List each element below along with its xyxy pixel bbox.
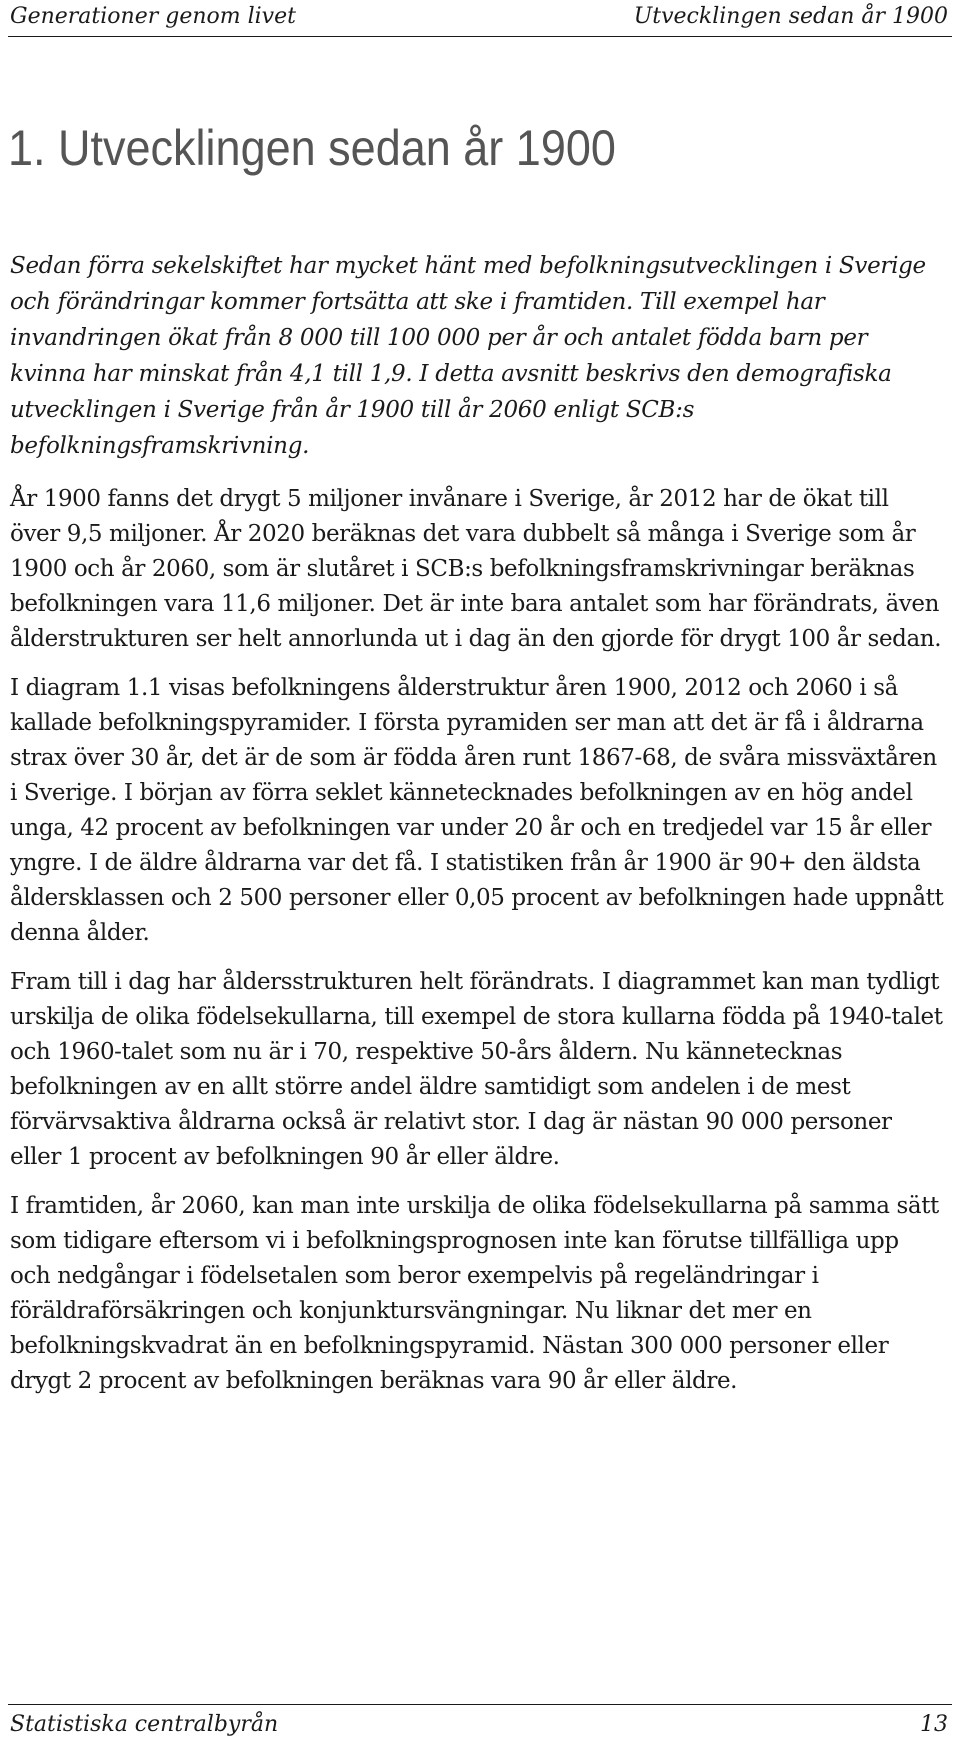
running-footer <box>8 1704 952 1747</box>
running-header <box>8 0 952 37</box>
header-document-title: Generationer genom livet <box>10 4 296 29</box>
header-chapter-title: Utvecklingen sedan år 1900 <box>633 4 948 29</box>
body-text <box>10 248 944 1413</box>
chapter-title: 1. Utvecklingen sedan år 1900 <box>8 120 616 176</box>
paragraph-pyramid-1900: I diagram 1.1 visas befolkningens ålderstruktur åren 1900, 2012 och 2060 i så kallade befolkningspyramider. I första pyramiden ser man att det är få i åldrarna strax över 30 år, det är de som är födda åren runt 1867-68, de svåra missväxtåren i Sverige. I början av förra seklet kännetecknades befolkningen av en hög andel unga, 42 procent av befolkningen var under 20 år och en tredjedel var 15 år eller yngre. I de äldre åldrarna var det få. I statistiken från år 1900 är 90+ den äldsta åldersklassen och 2 500 personer eller 0,05 procent av befolkningen hade uppnått denna ålder. <box>10 675 944 946</box>
page-number: 13 <box>920 1712 948 1737</box>
footer-publisher: Statistiska centralbyrån <box>10 1712 279 1737</box>
paragraph-population-growth: År 1900 fanns det drygt 5 miljoner invånare i Sverige, år 2012 har de ökat till över 9,5 miljoner. År 2020 beräknas det vara dubbelt så många i Sverige som år 1900 och år 2060, som är slutåret i SCB:s befolkningsframskrivningar beräknas befolkningen vara 11,6 miljoner. Det är inte bara antalet som har förändrats, även ålderstrukturen ser helt annorlunda ut i dag än den gjorde för drygt 100 år sedan. <box>10 486 942 652</box>
paragraph-present-day: Fram till i dag har åldersstrukturen helt förändrats. I diagrammet kan man tydligt urskilja de olika födelsekullarna, till exempel de stora kullarna födda på 1940-talet och 1960-talet som nu är i 70, respektive 50-års åldern. Nu kännetecknas befolkningen av en allt större andel äldre samtidigt som andelen i de mest förvärvsaktiva åldrarna också är relativt stor. I dag är nästan 90 000 personer eller 1 procent av befolkningen 90 år eller äldre. <box>10 969 943 1170</box>
lead-paragraph: Sedan förra sekelskiftet har mycket hänt med befolkningsutvecklingen i Sverige och förändringar kommer fortsätta att ske i framtiden. Till exempel har invandringen ökat från 8 000 till 100 000 per år och antalet födda barn per kvinna har minskat från 4,1 till 1,9. I detta avsnitt beskrivs den demografiska utvecklingen i Sverige från år 1900 till år 2060 enligt SCB:s befolkningsframskrivning. <box>10 253 926 459</box>
paragraph-future-2060: I framtiden, år 2060, kan man inte urskilja de olika födelsekullarna på samma sätt som tidigare eftersom vi i befolkningsprognosen inte kan förutse tillfälliga upp och nedgångar i födelsetalen som beror exempelvis på regeländringar i föräldraförsäkringen och konjunktursvängningar. Nu liknar det mer en befolkningskvadrat än en befolkningspyramid. Nästan 300 000 personer eller drygt 2 procent av befolkningen beräknas vara 90 år eller äldre. <box>10 1193 939 1394</box>
